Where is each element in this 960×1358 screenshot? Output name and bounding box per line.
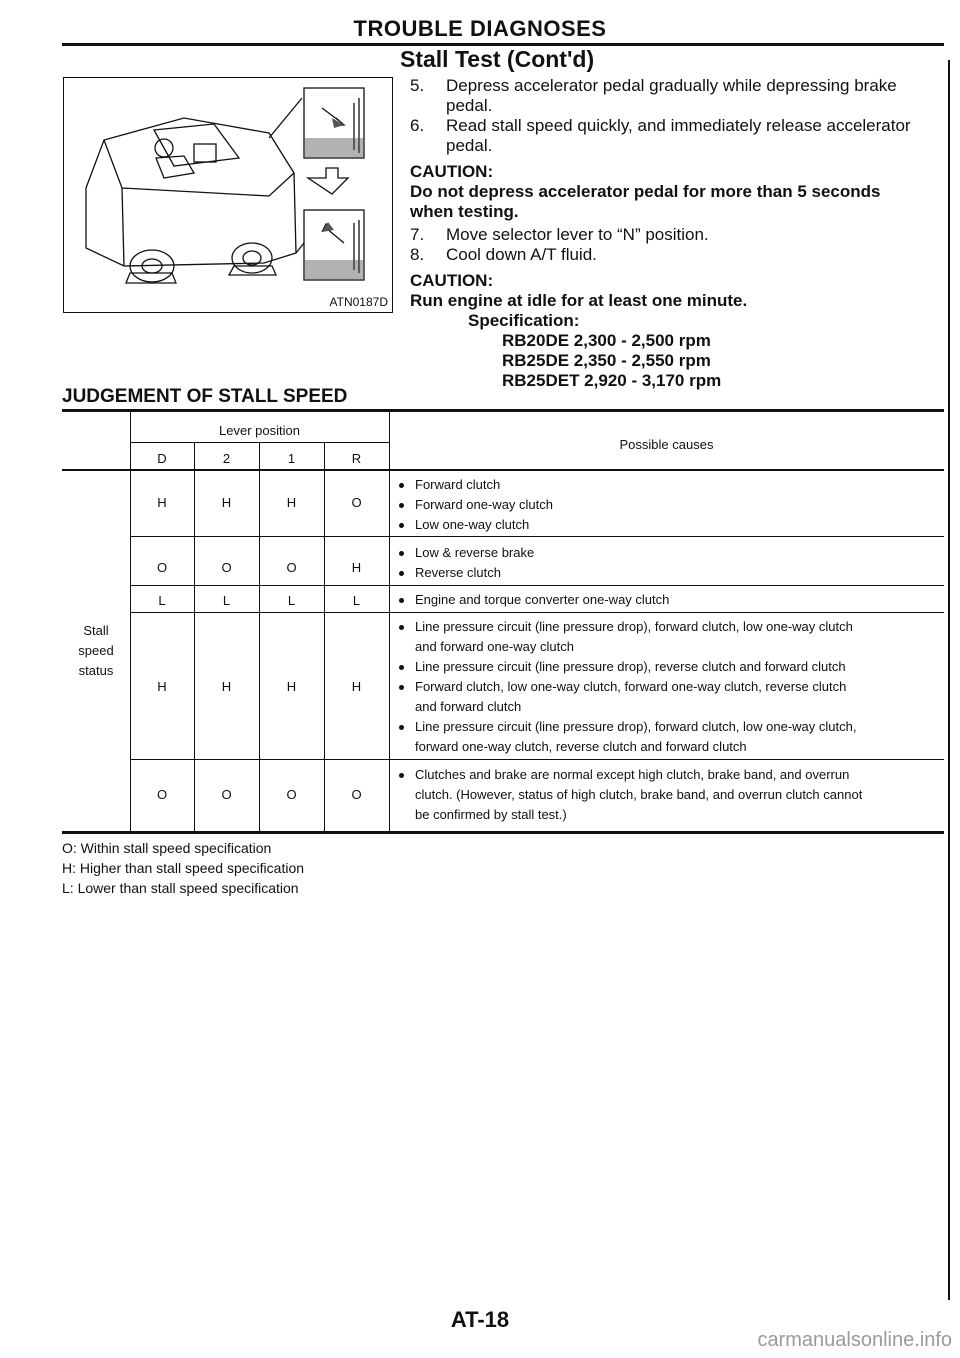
legend-item: L: Lower than stall speed specification xyxy=(62,880,299,896)
step-8 xyxy=(410,245,945,265)
status-value: L xyxy=(352,593,361,608)
causes-list xyxy=(397,543,534,583)
caution-text: Run engine at idle for at least one minute. xyxy=(410,291,748,310)
legend xyxy=(62,838,304,898)
row-rule xyxy=(130,585,944,586)
status-value: O xyxy=(351,787,362,802)
status-value: H xyxy=(351,679,362,694)
step-number: 6. xyxy=(410,116,425,135)
stall-test-figure xyxy=(63,77,393,313)
bullet-icon xyxy=(399,571,404,576)
step-number: 5. xyxy=(410,76,425,95)
cause-item: Line pressure circuit (line pressure drop), forward clutch, low one-way clutch xyxy=(397,617,856,637)
lever-position-header: Lever position xyxy=(219,423,300,438)
bullet-icon xyxy=(399,625,404,630)
cause-continuation: and forward clutch xyxy=(415,699,522,714)
cause-item: Reverse clutch xyxy=(397,563,534,583)
caution-heading: CAUTION: xyxy=(410,162,494,181)
spec-item: RB20DE 2,300 - 2,500 rpm xyxy=(502,331,711,350)
status-value: L xyxy=(287,593,296,608)
status-value: O xyxy=(286,787,297,802)
table-top-rule xyxy=(62,409,944,412)
causes-list xyxy=(397,475,553,535)
cause-item: Engine and torque converter one-way clutch xyxy=(397,590,669,610)
cause-item: Forward one-way clutch xyxy=(397,495,553,515)
cause-item: Clutches and brake are normal except high clutch, brake band, and overrun xyxy=(397,765,862,785)
cause-continuation: be confirmed by stall test.) xyxy=(415,807,567,822)
step-line: Read stall speed quickly, and immediately release accelerator xyxy=(446,116,911,135)
bullet-icon xyxy=(399,665,404,670)
car-illustration xyxy=(64,78,391,311)
legend-item: O: Within stall speed specification xyxy=(62,840,272,856)
bullet-icon xyxy=(399,685,404,690)
bullet-icon xyxy=(399,503,404,508)
status-value: O xyxy=(221,787,232,802)
step-line: pedal. xyxy=(446,96,493,115)
status-value: O xyxy=(221,560,232,575)
step-7 xyxy=(410,225,945,245)
status-value: O xyxy=(156,787,168,802)
status-value: H xyxy=(157,495,167,510)
causes-list xyxy=(397,590,669,610)
position-1: 1 xyxy=(287,451,296,466)
position-d: D xyxy=(157,451,167,466)
spec-item: RB25DET 2,920 - 3,170 rpm xyxy=(502,371,722,390)
bullet-icon xyxy=(399,773,404,778)
status-value: H xyxy=(286,679,297,694)
step-line: Cool down A/T fluid. xyxy=(446,245,597,264)
caution-text: when testing. xyxy=(410,202,519,221)
judgement-title: JUDGEMENT OF STALL SPEED xyxy=(62,386,348,407)
step-line: Depress accelerator pedal gradually while depressing brake xyxy=(446,76,897,95)
status-value: H xyxy=(157,679,167,694)
cause-item: Low & reverse brake xyxy=(397,543,534,563)
position-r: R xyxy=(351,451,362,466)
row-rule xyxy=(130,612,944,613)
page-header-title: TROUBLE DIAGNOSES xyxy=(353,16,607,41)
figure-code: ATN0187D xyxy=(329,295,388,309)
status-value: H xyxy=(221,679,232,694)
cause-item: Forward clutch, low one-way clutch, forward one-way clutch, reverse clutch xyxy=(397,677,856,697)
row-rule xyxy=(130,536,944,537)
step-number: 8. xyxy=(410,245,425,264)
cause-item: Low one-way clutch xyxy=(397,515,553,535)
cause-item: Forward clutch xyxy=(397,475,553,495)
possible-causes-header: Possible causes xyxy=(619,437,714,452)
section-title: Stall Test (Cont'd) xyxy=(400,46,595,72)
col-rule xyxy=(130,409,131,832)
status-value: O xyxy=(156,560,168,575)
step-number: 7. xyxy=(410,225,425,244)
status-value: L xyxy=(158,593,166,608)
bullet-icon xyxy=(399,725,404,730)
status-value: O xyxy=(351,495,362,510)
bullet-icon xyxy=(399,523,404,528)
row-label-line: speed xyxy=(78,643,114,658)
specification-label: Specification: xyxy=(468,311,580,330)
bullet-icon xyxy=(399,483,404,488)
bullet-icon xyxy=(399,598,404,603)
spec-item: RB25DE 2,350 - 2,550 rpm xyxy=(502,351,711,370)
cause-item: Line pressure circuit (line pressure drop), forward clutch, low one-way clutch, xyxy=(397,717,856,737)
causes-list xyxy=(397,765,862,825)
cause-continuation: clutch. (However, status of high clutch, brake band, and overrun clutch cannot xyxy=(415,787,863,802)
step-line: pedal. xyxy=(446,136,493,155)
step-5 xyxy=(410,76,945,116)
row-rule xyxy=(130,759,944,760)
step-6 xyxy=(410,116,945,156)
status-value: O xyxy=(286,560,297,575)
procedure-text xyxy=(410,76,945,391)
row-label-line: status xyxy=(78,663,114,678)
status-value: H xyxy=(351,560,362,575)
cause-continuation: forward one-way clutch, reverse clutch and forward clutch xyxy=(415,739,747,754)
bullet-icon xyxy=(399,551,404,556)
caution-heading: CAUTION: xyxy=(410,271,494,290)
position-2: 2 xyxy=(222,451,231,466)
step-line: Move selector lever to “N” position. xyxy=(446,225,709,244)
row-label-line: Stall xyxy=(83,623,109,638)
stall-speed-status-label xyxy=(62,621,130,681)
page-number: AT-18 xyxy=(450,1307,510,1332)
status-value: L xyxy=(222,593,231,608)
causes-list xyxy=(397,617,856,757)
status-value: H xyxy=(286,495,297,510)
cause-continuation: and forward one-way clutch xyxy=(415,639,574,654)
stall-speed-table xyxy=(62,409,944,834)
watermark: carmanualsonline.info xyxy=(757,1329,952,1351)
status-value: H xyxy=(221,495,232,510)
legend-item: H: Higher than stall speed specification xyxy=(62,860,305,876)
cause-item: Line pressure circuit (line pressure drop), reverse clutch and forward clutch xyxy=(397,657,856,677)
caution-text: Do not depress accelerator pedal for more than 5 seconds xyxy=(410,182,881,201)
col-rule xyxy=(389,409,390,832)
right-margin-rule xyxy=(948,60,950,1300)
